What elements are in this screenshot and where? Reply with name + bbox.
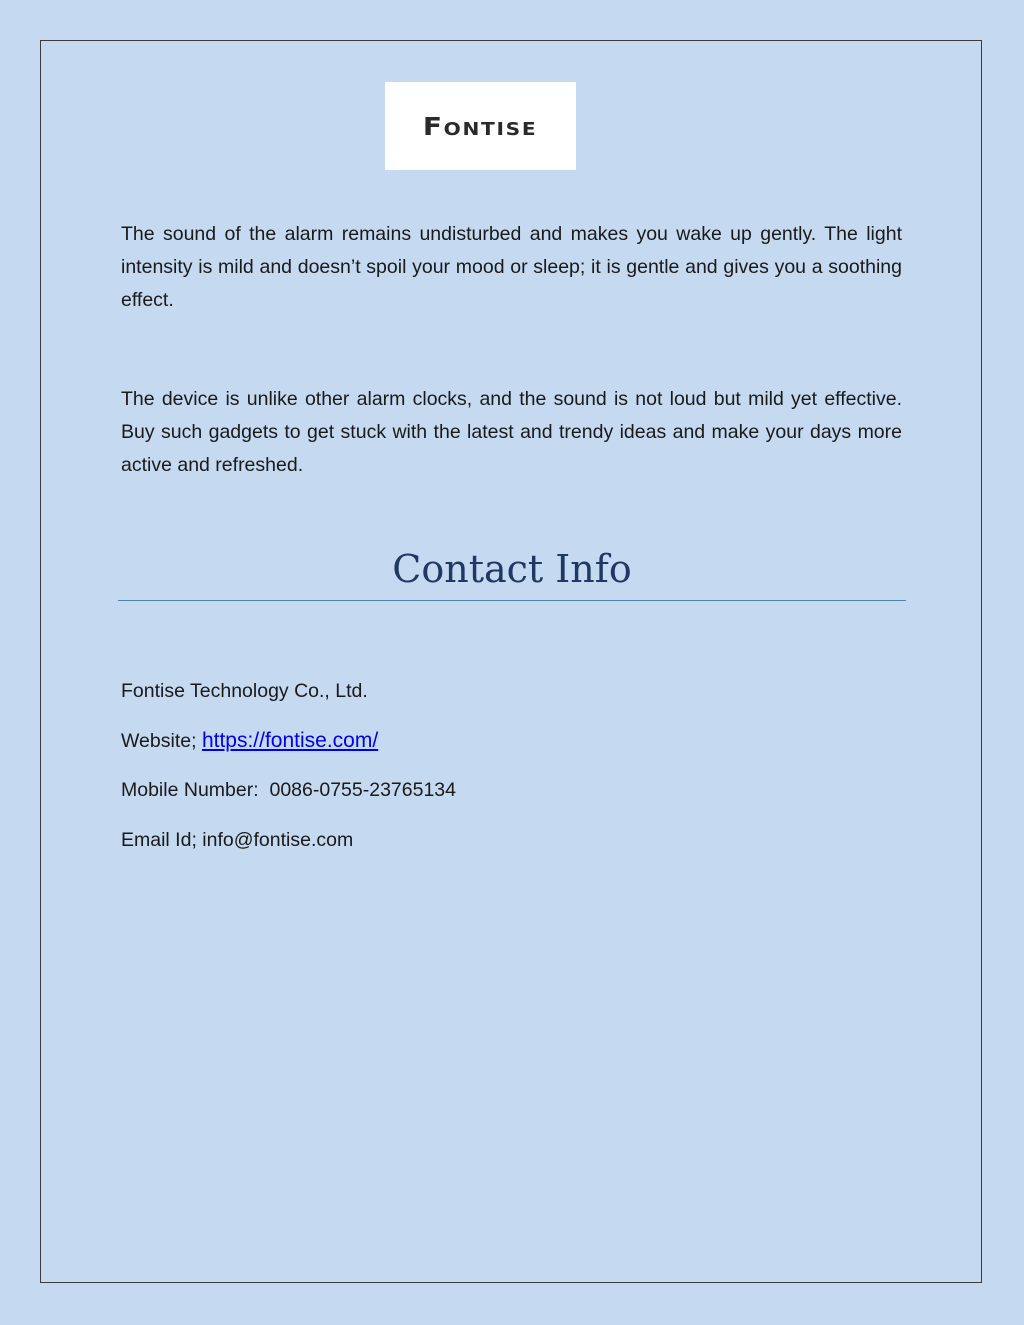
website-link[interactable]: https://fontise.com/ — [201, 729, 379, 752]
mobile-line — [121, 777, 456, 803]
website-line — [121, 728, 378, 754]
website-label: Website; — [121, 730, 197, 752]
heading-divider — [118, 600, 906, 601]
body-paragraph-1: The sound of the alarm remains undisturbed and makes you wake up gently. The light intensity is mild and doesn’t spoil your mood or sleep; it is gentle and gives you a soothing effect. — [121, 223, 902, 311]
email-address: info@fontise.com — [202, 829, 354, 851]
mobile-number: 0086-0755-23765134 — [269, 779, 456, 801]
contact-heading: Contact Info — [392, 547, 632, 591]
mobile-label: Mobile Number: — [121, 779, 259, 801]
body-paragraph-2: The device is unlike other alarm clocks, and the sound is not loud but mild yet effective. Buy such gadgets to get stuck with the latest and trendy ideas and make your days more active and refreshed. — [121, 388, 902, 476]
logo-wordmark: Fontise — [423, 111, 538, 141]
email-label: Email Id; — [121, 829, 197, 851]
email-line — [121, 827, 353, 853]
company-name: Fontise Technology Co., Ltd. — [121, 680, 368, 702]
company-logo — [385, 82, 576, 170]
